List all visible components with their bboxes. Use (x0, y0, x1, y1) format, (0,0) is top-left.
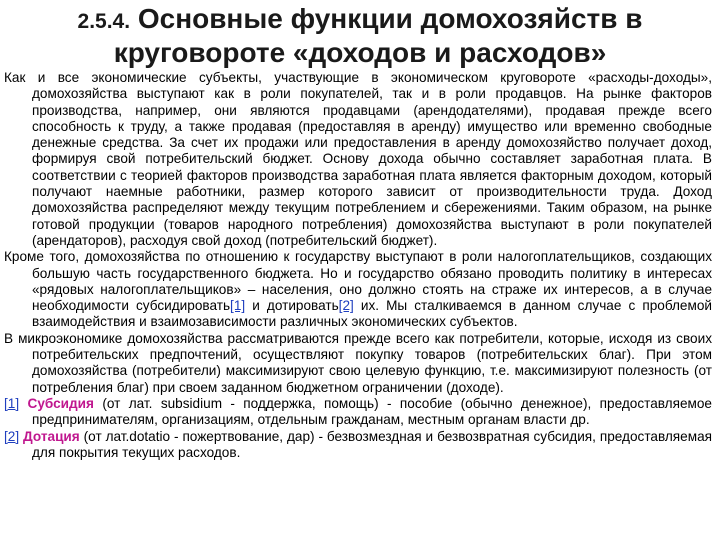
footnote-link-2[interactable]: [2] (338, 298, 354, 314)
footnote-1-ref[interactable]: [1] (4, 395, 20, 411)
footnote-link-1[interactable]: [1] (230, 298, 246, 314)
paragraph-2 (4, 249, 712, 330)
title-line-1 (0, 2, 720, 39)
footnote-1-text: (от лат. subsidium - поддержка, помощь) - пособие (обычно денежное), предоставляемое предпринимателям, организациям, отдельным гражданам, местным органам власти др. (32, 395, 712, 428)
footnote-2 (4, 429, 712, 462)
body-text (4, 70, 712, 461)
paragraph-2-text-c: их. Мы сталкиваемся в данном случае с проблемой взаимодействия и взаимозависимости различных экономических субъектов. (32, 298, 712, 330)
title-text-1: Основные функции домохозяйств в (137, 3, 643, 34)
title-line-2: круговороте «доходов и расходов» (113, 37, 607, 68)
paragraph-1: Как и все экономические субъекты, участвующие в экономическом круговороте «расходы-доходы», домохозяйства выступают как в роли покупателей, так и в роли продавцов. На рынке факторов производства, например, они являются продавцами (арендодателями), продавая прежде всего способность к труду, а также продавая (предоставляя в аренду) имущество или временно свободные денежные средства. За счет их продажи или предоставления в аренду домохозяйство получает доход, формируя свой потребительский бюджет. Основу дохода обычно составляет заработная плата. В соответствии с теорией факторов производства заработная плата является факторным доходом, который получают наемные работники, размер которого зависит от производительности труда. Доход домохозяйства распределяют между текущим потреблением и сбережениями. Таким образом, на рынке готовой продукции (товаров народного потребления) домохозяйства выступают в роли покупателей (арендаторов), расходуя свой доход (потребительский бюджет). (4, 70, 712, 248)
footnote-2-term: Дотация (23, 428, 80, 444)
footnote-1-term: Субсидия (27, 395, 94, 411)
footnote-2-text: (от лат.dotatio - пожертвование, дар) - безвозмездная и безвозвратная субсидия, предоставляемая для покрытия текущих расходов. (32, 428, 712, 460)
footnote-1 (4, 396, 712, 429)
section-number: 2.5.4. (77, 10, 131, 33)
paragraph-2-text-b: и дотировать (245, 298, 339, 314)
paragraph-3: В микроэкономике домохозяйства рассматриваются прежде всего как потребители, которые, исходя из своих потребительских предпочтений, осуществляют покупку товаров (потребительских благ). При этом домохозяйства (потребители) максимизируют свою целевую функцию, т.е. максимизируют полезность (от потребления благ) при своем заданном бюджетном ограничении (доходе). (4, 330, 712, 395)
footnote-2-ref[interactable]: [2] (4, 428, 20, 444)
paragraph-2-text-a: Кроме того, домохозяйства по отношению к государству выступают в роли налогоплательщиков, создающих большую часть государственного бюджета. Но и государство обязано проводить политику в интересах «рядовых налогоплательщиков» – населения, оно должно стоять на страже их интересов, а в случае необходимости субсидировать (4, 249, 712, 314)
